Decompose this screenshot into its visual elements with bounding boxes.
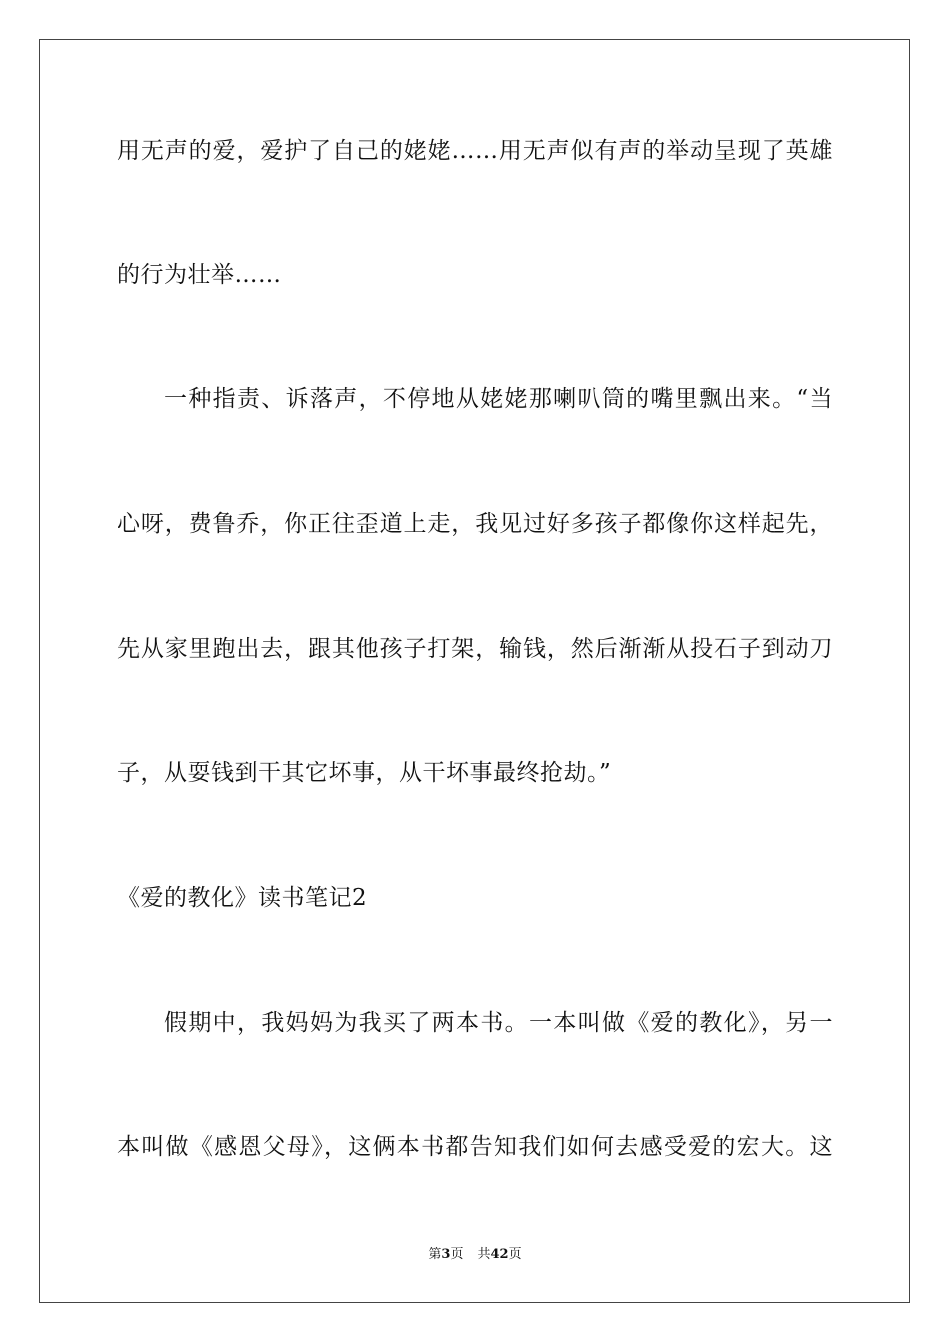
section-heading: 《爱的教化》读书笔记2 xyxy=(117,885,368,911)
footer-total-prefix: 共 xyxy=(477,1247,491,1262)
page-footer xyxy=(0,1246,950,1264)
body-line-1: 用无声的爱，爱护了自己的姥姥……用无声似有声的举动呈现了英雄 xyxy=(117,138,833,164)
body-line-3: 一种指责、诉落声，不停地从姥姥那喇叭筒的嘴里飘出来。“当 xyxy=(164,386,833,412)
footer-page-suffix: 页 xyxy=(450,1247,464,1262)
body-line-4: 心呀，费鲁乔，你正往歪道上走，我见过好多孩子都像你这样起先， xyxy=(117,511,833,537)
body-line-9: 本叫做《感恩父母》，这俩本书都告知我们如何去感受爱的宏大。这 xyxy=(117,1134,833,1160)
page-border xyxy=(39,39,910,1303)
body-line-6: 子，从耍钱到干其它坏事，从干坏事最终抢劫。” xyxy=(117,760,612,786)
body-line-5: 先从家里跑出去，跟其他孩子打架，输钱，然后渐渐从投石子到动刀 xyxy=(117,636,833,662)
body-line-2: 的行为壮举…… xyxy=(117,262,282,288)
footer-page-total: 42 xyxy=(490,1247,509,1262)
footer-page-prefix: 第 xyxy=(428,1247,442,1262)
body-line-8: 假期中，我妈妈为我买了两本书。一本叫做《爱的教化》，另一 xyxy=(164,1010,833,1036)
footer-total-suffix: 页 xyxy=(508,1247,522,1262)
footer-page-current: 3 xyxy=(441,1247,451,1262)
